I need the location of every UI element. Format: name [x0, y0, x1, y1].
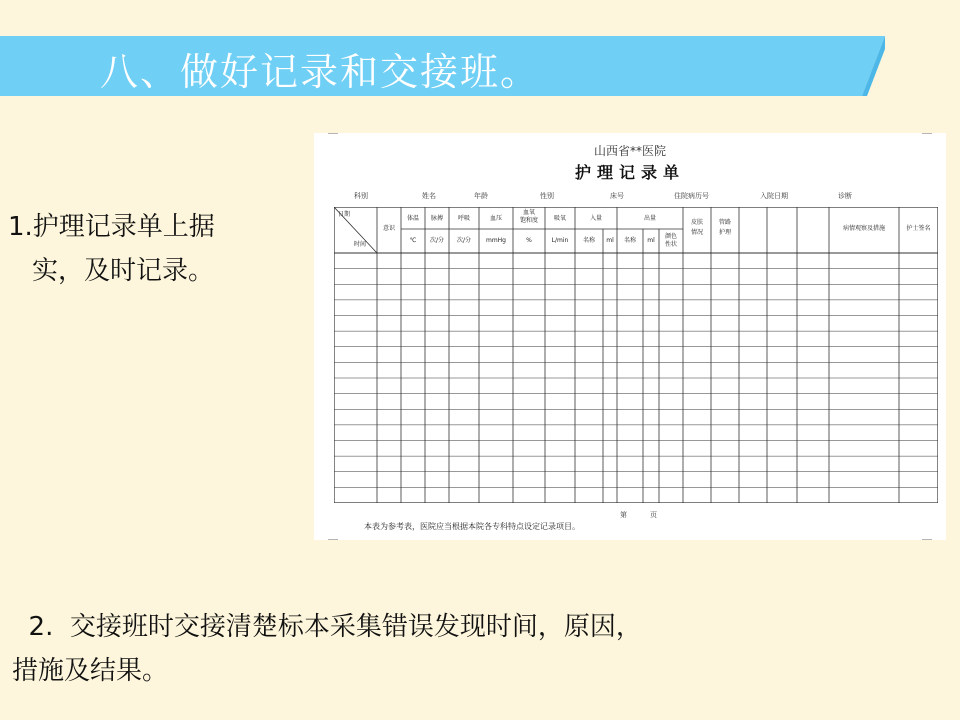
header-signature: 护士签名 — [906, 225, 931, 232]
point-2-line-2: 措施及结果。 — [12, 656, 169, 686]
info-record-number: 住院病历号 — [674, 192, 709, 200]
info-sex: 性别 — [540, 192, 554, 200]
header-pulse: 脉搏 — [430, 215, 443, 222]
page-title: 八、做好记录和交接班。 — [100, 50, 541, 94]
unit-pulse: 次/分 — [429, 237, 445, 244]
record-table — [334, 207, 938, 503]
info-admission-date: 入院日期 — [760, 192, 788, 200]
point-1-line-1: 1.护理记录单上据 — [8, 212, 215, 242]
info-department: 科别 — [354, 192, 368, 200]
header-spo2-line2: 饱和度 — [519, 217, 538, 224]
info-age: 年龄 — [474, 192, 488, 200]
header-intake: 入量 — [589, 215, 602, 222]
unit-temp: ℃ — [409, 237, 417, 244]
point-2-text — [12, 605, 942, 693]
output-color-line1: 颜色 — [664, 233, 677, 240]
header-temp: 体温 — [406, 215, 419, 222]
nursing-record-form — [314, 133, 946, 540]
point-2-line-1: 2. 交接班时交接清楚标本采集错误发现时间，原因， — [12, 612, 642, 642]
info-diagnosis: 诊断 — [838, 192, 852, 200]
header-consciousness: 意识 — [382, 225, 395, 232]
intake-ml: ml — [606, 237, 614, 244]
crop-mark — [328, 529, 338, 540]
output-color-line2: 性状 — [664, 241, 677, 248]
header-oxygen: 吸氧 — [553, 215, 566, 222]
header-time: 时间 — [354, 241, 367, 248]
header-tube-line2: 护理 — [718, 229, 731, 236]
header-resp: 呼吸 — [457, 215, 470, 222]
header-observation: 病情观察及措施 — [842, 225, 885, 232]
header-spo2-line1: 血氧 — [522, 209, 535, 216]
page-label: 第 — [620, 511, 627, 519]
unit-bp: mmHg — [485, 237, 506, 244]
header-skin-line2: 情况 — [690, 229, 703, 236]
output-ml: ml — [647, 237, 655, 244]
info-name: 姓名 — [422, 192, 436, 200]
hospital-name: 山西省**医院 — [593, 144, 666, 158]
page-label-suffix: 页 — [650, 511, 657, 519]
point-1-line-2: 实，及时记录。 — [32, 256, 215, 286]
header-output: 出量 — [643, 215, 656, 222]
header-bp: 血压 — [489, 215, 502, 222]
intake-name: 名称 — [582, 237, 595, 244]
form-footnote: 本表为参考表，医院应当根据本院各专科特点设定记录项目。 — [364, 522, 580, 531]
header-date: 日期 — [338, 211, 351, 218]
point-1-text — [8, 205, 308, 293]
info-bed: 床号 — [610, 192, 624, 200]
unit-spo2: % — [526, 237, 532, 244]
record-table-lines — [334, 207, 938, 503]
unit-oxygen: L/min — [551, 237, 569, 244]
output-name: 名称 — [623, 237, 636, 244]
crop-mark — [922, 529, 932, 540]
header-tube-line1: 管路 — [718, 219, 731, 226]
header-skin-line1: 皮肤 — [690, 219, 703, 226]
unit-resp: 次/分 — [456, 237, 472, 244]
form-title: 护理记录单 — [574, 163, 685, 182]
